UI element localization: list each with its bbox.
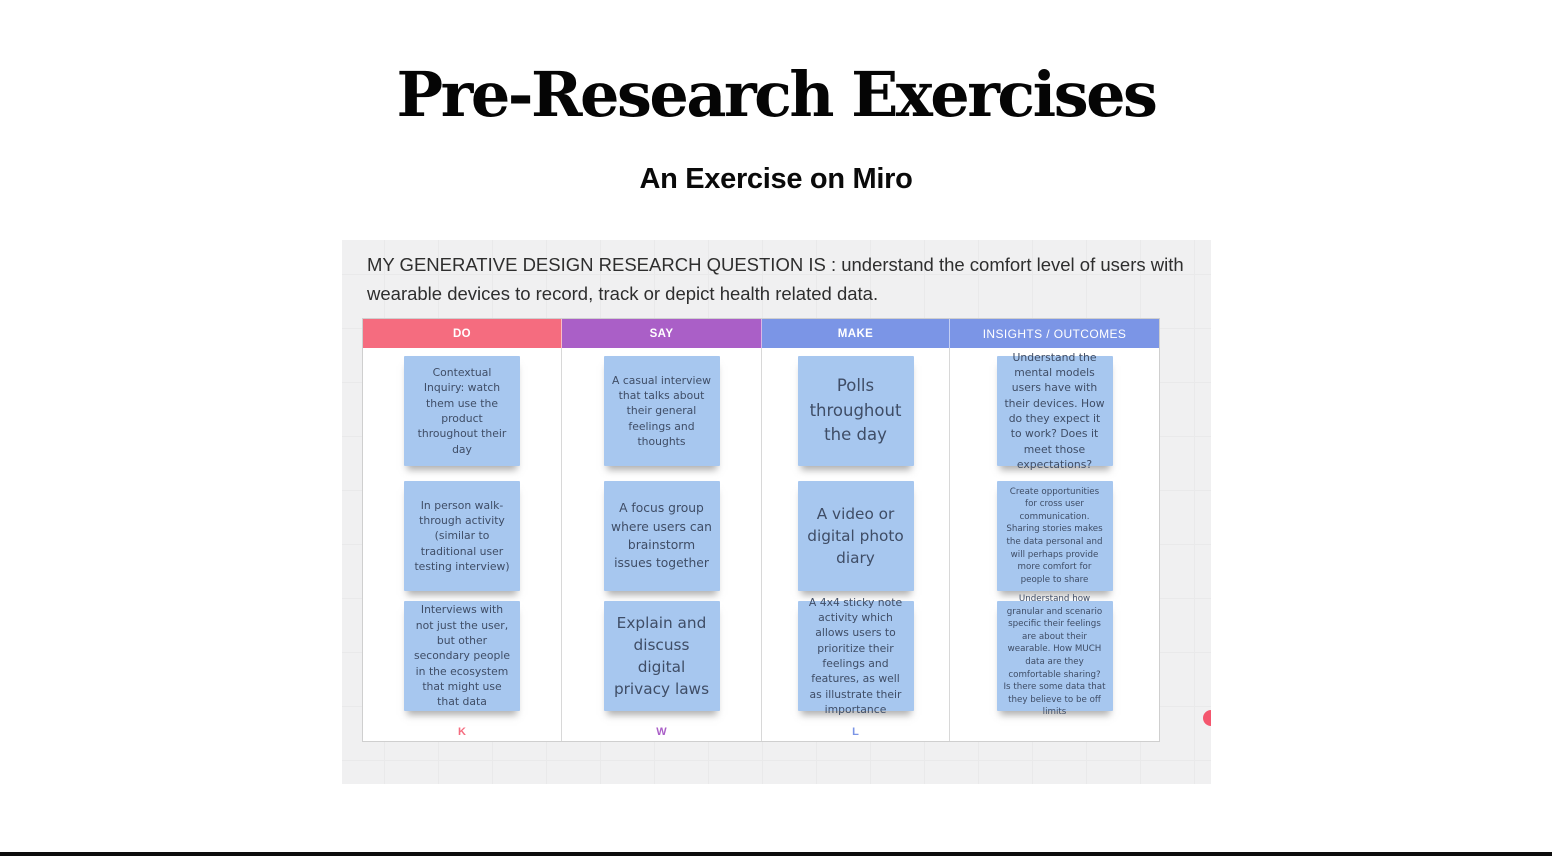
column-body	[562, 348, 761, 741]
bottom-divider-bar	[0, 852, 1552, 856]
sticky-note-text: Polls throughout the day	[809, 375, 902, 445]
sticky-note-text: A focus group where users can brainstorm issues together	[611, 501, 712, 571]
sticky-note-text: Contextual Inquiry: watch them use the product throughout their day	[417, 366, 507, 456]
page-subtitle: An Exercise on Miro	[639, 163, 913, 195]
sticky-note-text: A casual interview that talks about their general feelings and thoughts	[612, 373, 711, 448]
sticky-note[interactable]	[997, 350, 1113, 471]
sticky-note[interactable]	[604, 356, 720, 466]
sticky-note[interactable]	[404, 356, 520, 466]
sticky-note-text: A 4x4 sticky note activity which allows users to prioritize their feelings and features, as well as illustrate their importance	[808, 595, 903, 716]
sticky-note[interactable]	[798, 481, 914, 591]
sticky-note[interactable]	[798, 356, 914, 466]
sticky-note-text: Understand how granular and scenario specific their feelings are about their wearable. How MUCH data are they comfortable sharing? Is there some data that they believe to be off limits	[1003, 593, 1106, 718]
column-say	[562, 319, 762, 741]
sticky-note-text: Explain and discuss digital privacy laws	[613, 613, 710, 699]
page-title: Pre-Research Exercises	[396, 58, 1156, 131]
column-body	[363, 348, 561, 741]
column-footer-letter: K	[458, 726, 466, 738]
sticky-note[interactable]	[404, 481, 520, 591]
column-footer-letter: W	[656, 726, 667, 738]
sticky-note-text: In person walk-through activity (similar to traditional user testing interview)	[414, 498, 510, 573]
column-header: DO	[363, 319, 562, 348]
sticky-note[interactable]	[604, 481, 720, 591]
kanban-table	[362, 318, 1160, 742]
sticky-note-text: Understand the mental models users have with their devices. How do they expect it to work? Does it meet those expectations?	[1004, 350, 1105, 471]
column-body	[950, 348, 1159, 741]
sticky-note[interactable]	[604, 601, 720, 711]
sticky-note-text: A video or digital photo diary	[807, 504, 904, 568]
column-header: INSIGHTS / OUTCOMES	[950, 319, 1159, 348]
sticky-note[interactable]	[997, 593, 1113, 718]
column-footer-letter: L	[852, 726, 859, 738]
column-header: SAY	[562, 319, 762, 348]
column-header: MAKE	[762, 319, 950, 348]
sticky-note[interactable]	[404, 601, 520, 711]
column-do	[363, 319, 562, 741]
column-body	[762, 348, 949, 741]
research-question-text: MY GENERATIVE DESIGN RESEARCH QUESTION IS : understand the comfort level of users with wearable devices to record, track or depict health related data.	[367, 254, 1184, 304]
sticky-note-text: Create opportunities for cross user communication. Sharing stories makes the data personal and will perhaps provide more comfort for people to share	[1006, 486, 1103, 585]
sticky-note[interactable]	[798, 595, 914, 716]
column-insights-outcomes	[950, 319, 1159, 741]
sticky-note-text: Interviews with not just the user, but other secondary people in the ecosystem that might use that data	[414, 603, 510, 709]
collaborator-cursor-dot	[1203, 710, 1211, 726]
column-make	[762, 319, 950, 741]
sticky-note[interactable]	[997, 481, 1113, 591]
miro-board-screenshot	[342, 240, 1211, 784]
